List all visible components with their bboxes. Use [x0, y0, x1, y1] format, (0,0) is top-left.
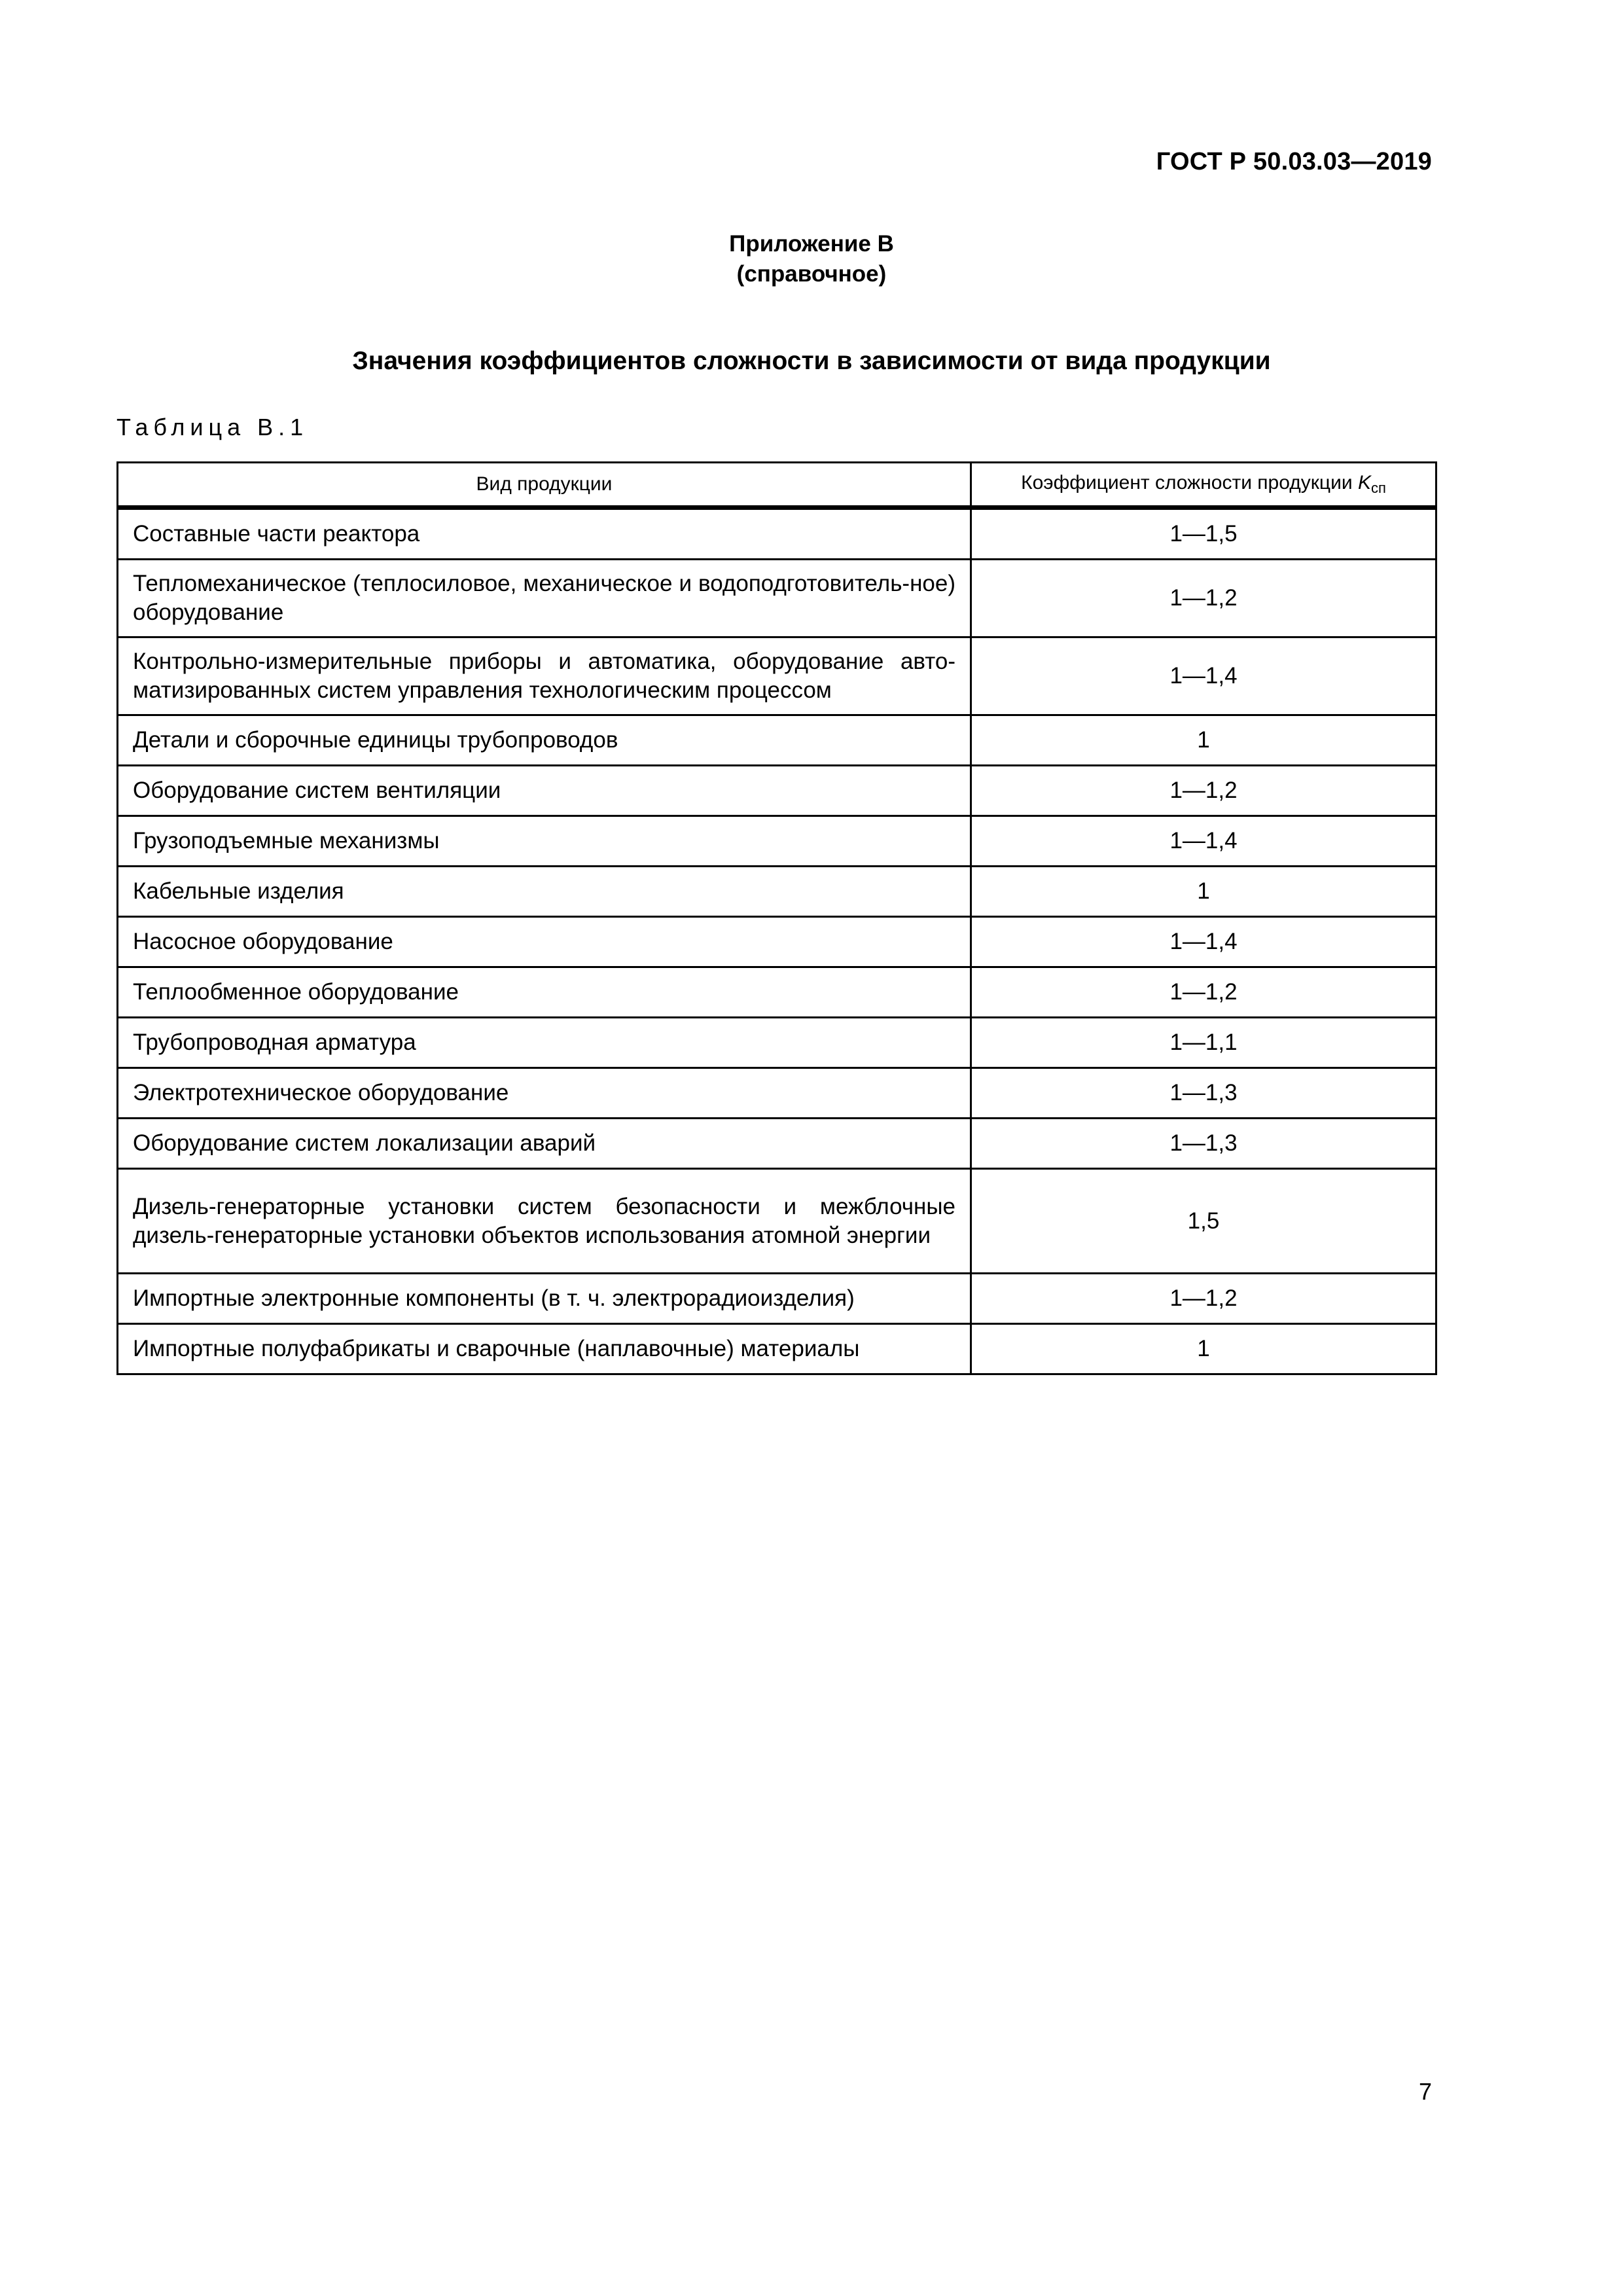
table-row: [118, 766, 1436, 816]
table-row: [118, 508, 1436, 560]
appendix-heading: [0, 229, 1623, 289]
table-row: [118, 560, 1436, 637]
column-header-coefficient: [971, 463, 1436, 508]
product-cell: Тепломеханическое (теплосиловое, механическое и водоподготовитель-ное) оборудование: [118, 560, 971, 637]
table-row: [118, 917, 1436, 967]
table-row: [118, 1018, 1436, 1068]
product-cell: Кабельные изделия: [118, 867, 971, 917]
table-row: [118, 1068, 1436, 1119]
column-header-product-type: Вид продукции: [118, 463, 971, 508]
section-title: Значения коэффициентов сложности в зависимости от вида продукции: [352, 347, 1271, 375]
coefficient-symbol: K: [1357, 472, 1371, 493]
coefficient-header-text: Коэффициент сложности продукции: [1021, 472, 1353, 493]
coefficient-cell: 1—1,5: [971, 508, 1436, 560]
table-row: [118, 967, 1436, 1018]
appendix-status: (справочное): [736, 261, 887, 287]
table-row: [118, 867, 1436, 917]
coefficient-cell: 1—1,4: [971, 917, 1436, 967]
coefficient-cell: 1: [971, 867, 1436, 917]
product-cell: Импортные полуфабрикаты и сварочные (наплавочные) материалы: [118, 1324, 971, 1374]
coefficient-cell: 1,5: [971, 1169, 1436, 1274]
product-cell: Теплообменное оборудование: [118, 967, 971, 1018]
coefficients-table: [116, 461, 1437, 1375]
table-row: [118, 1119, 1436, 1169]
table-row: [118, 637, 1436, 715]
product-cell: Насосное оборудование: [118, 917, 971, 967]
coefficient-cell: 1: [971, 715, 1436, 766]
table-row: [118, 1274, 1436, 1324]
coefficient-cell: 1—1,2: [971, 967, 1436, 1018]
appendix-title: Приложение В: [729, 231, 894, 257]
product-cell: Трубопроводная арматура: [118, 1018, 971, 1068]
table-row: [118, 715, 1436, 766]
table-row: [118, 1324, 1436, 1374]
product-cell: Дизель-генераторные установки систем безопасности и межблочные дизель-генераторные установки объектов использования атомной энергии: [118, 1169, 971, 1274]
table-row: [118, 816, 1436, 867]
coefficient-cell: 1—1,2: [971, 1274, 1436, 1324]
product-cell: Оборудование систем локализации аварий: [118, 1119, 971, 1169]
table-caption: Таблица В.1: [116, 414, 309, 440]
product-cell: Грузоподъемные механизмы: [118, 816, 971, 867]
product-cell: Электротехническое оборудование: [118, 1068, 971, 1119]
coefficient-cell: 1: [971, 1324, 1436, 1374]
page-number: 7: [1418, 2078, 1432, 2105]
coefficient-cell: 1—1,4: [971, 637, 1436, 715]
coefficient-cell: 1—1,1: [971, 1018, 1436, 1068]
product-cell: Детали и сборочные единицы трубопроводов: [118, 715, 971, 766]
coefficient-cell: 1—1,4: [971, 816, 1436, 867]
table-row: [118, 1169, 1436, 1274]
coefficient-cell: 1—1,3: [971, 1119, 1436, 1169]
coefficient-cell: 1—1,3: [971, 1068, 1436, 1119]
coefficient-cell: 1—1,2: [971, 766, 1436, 816]
product-cell: Контрольно-измерительные приборы и автоматика, оборудование авто-матизированных систем управления технологическим процессом: [118, 637, 971, 715]
product-cell: Импортные электронные компоненты (в т. ч. электрорадиоизделия): [118, 1274, 971, 1324]
coefficient-cell: 1—1,2: [971, 560, 1436, 637]
table-header-row: [118, 463, 1436, 508]
document-code: ГОСТ Р 50.03.03—2019: [1156, 148, 1432, 175]
product-cell: Составные части реактора: [118, 508, 971, 560]
product-cell: Оборудование систем вентиляции: [118, 766, 971, 816]
coefficients-table-container: [116, 461, 1435, 1375]
coefficient-subscript: сп: [1370, 480, 1386, 496]
